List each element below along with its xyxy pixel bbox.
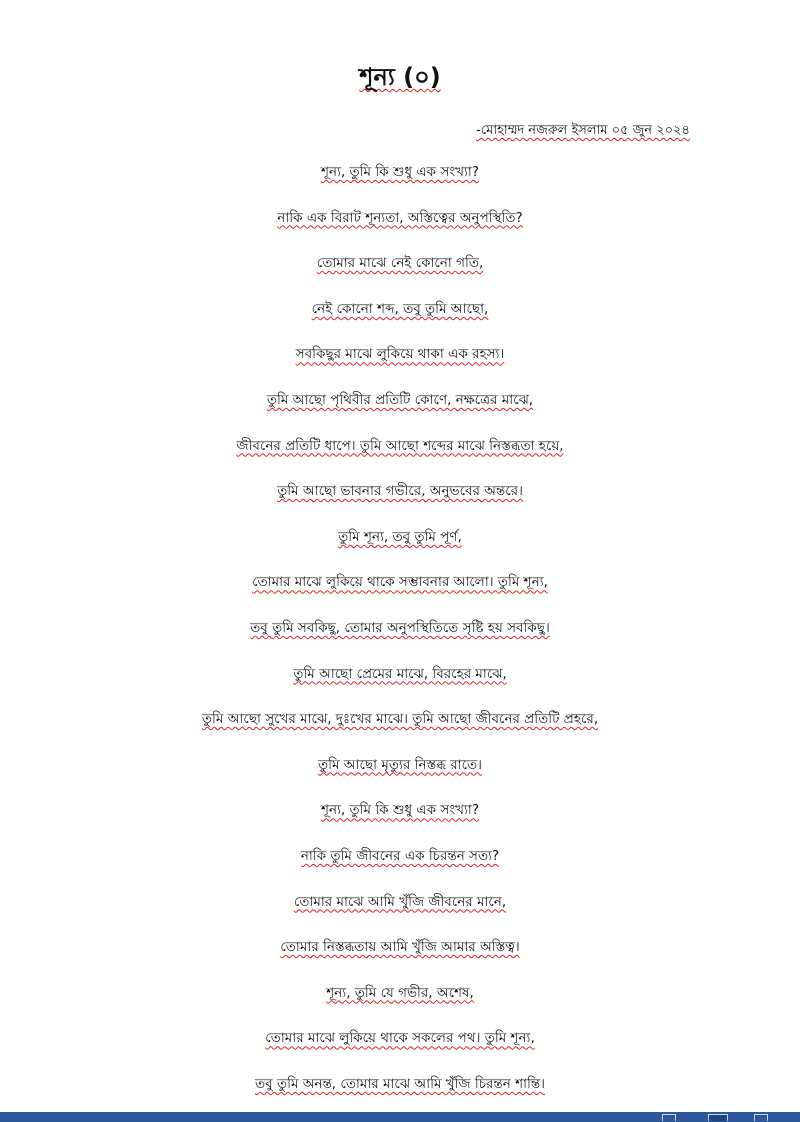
poem-line-text: জীবনের প্রতিটি ধাপে। তুমি আছো শব্দের মাঝে নিস্তব্ধতা হয়ে, <box>236 437 564 454</box>
poem-line <box>0 1028 800 1074</box>
poem-line-text: নাকি এক বিরাট শূন্যতা, অস্তিত্বের অনুপস্থিতি? <box>277 209 523 226</box>
print-layout-icon[interactable] <box>708 1114 728 1121</box>
poem-line-text: তোমার মাঝে লুকিয়ে থাকে সকলের পথ। তুমি শূন্য, <box>265 1030 535 1047</box>
poem-line <box>0 892 800 938</box>
poem-line-text: সবকিছুর মাঝে লুকিয়ে থাকা এক রহস্য। <box>295 346 505 363</box>
poem-line-text: তুমি আছো পৃথিবীর প্রতিটি কোণে, নক্ষত্রের মাঝে, <box>266 391 534 408</box>
poem-line <box>0 846 800 892</box>
poem-line-text: নেই কোনো শব্দ, তবু তুমি আছো, <box>311 300 489 317</box>
poem-line <box>0 208 800 254</box>
poem-line-text: তোমার মাঝে লুকিয়ে থাকে সম্ভাবনার আলো। তুমি শূন্য, <box>252 574 548 591</box>
read-mode-icon[interactable] <box>662 1114 676 1121</box>
poem-title-text: শূন্য (০) <box>359 63 441 91</box>
poem-line-text: তুমি আছো ভাবনার গভীরে, অনুভবের অন্তরে। <box>277 483 523 500</box>
poem-line <box>0 983 800 1029</box>
author-line <box>476 121 690 141</box>
poem-line <box>0 755 800 801</box>
poem-line <box>0 664 800 710</box>
poem-line <box>0 344 800 390</box>
poem-body <box>0 162 800 1119</box>
status-bar <box>0 1112 800 1122</box>
poem-line <box>0 299 800 345</box>
poem-line-text: তবু তুমি সবকিছু, তোমার অনুপস্থিতিতে সৃষ্টি হয় সবকিছু। <box>250 619 550 636</box>
poem-line <box>0 572 800 618</box>
poem-line <box>0 162 800 208</box>
web-layout-icon[interactable] <box>754 1114 768 1121</box>
poem-line-text: তোমার মাঝে নেই কোনো গতি, <box>316 255 484 272</box>
poem-line-text: শূন্য, তুমি কি শুধু এক সংখ্যা? <box>321 802 479 819</box>
poem-line-text: তবু তুমি অনন্ত, তোমার মাঝে আমি খুঁজি চিরন্তন শান্তি। <box>255 1075 545 1092</box>
poem-line-text: তুমি আছো মৃত্যুর নিস্তব্ধ রাতে। <box>318 756 482 773</box>
poem-line <box>0 253 800 299</box>
author-line-text: -মোহাম্মদ নজরুল ইসলাম ০৫ জুন ২০২৪ <box>476 123 690 138</box>
poem-line-text: নাকি তুমি জীবনের এক চিরন্তন সত্য? <box>300 847 500 864</box>
poem-line <box>0 481 800 527</box>
poem-line <box>0 436 800 482</box>
poem-line-text: শূন্য, তুমি কি শুধু এক সংখ্যা? <box>321 164 479 180</box>
poem-line <box>0 390 800 436</box>
poem-title <box>0 60 800 94</box>
poem-line <box>0 800 800 846</box>
poem-line-text: শূন্য, তুমি যে গভীর, অশেষ, <box>326 984 474 1001</box>
poem-line <box>0 618 800 664</box>
poem-line <box>0 937 800 983</box>
poem-line-text: তুমি শূন্য, তবু তুমি পূর্ণ, <box>338 528 462 545</box>
poem-line-text: তোমার নিস্তব্ধতায় আমি খুঁজি আমার অস্তিত্ব। <box>280 939 520 956</box>
poem-line <box>0 709 800 755</box>
poem-line-text: তুমি আছো সুখের মাঝে, দুঃখের মাঝে। তুমি আছো জীবনের প্রতিটি প্রহরে, <box>201 711 599 728</box>
poem-line-text: তুমি আছো প্রেমের মাঝে, বিরহের মাঝে, <box>293 665 507 682</box>
poem-line <box>0 527 800 573</box>
poem-line-text: তোমার মাঝে আমি খুঁজি জীবনের মানে, <box>293 893 507 910</box>
